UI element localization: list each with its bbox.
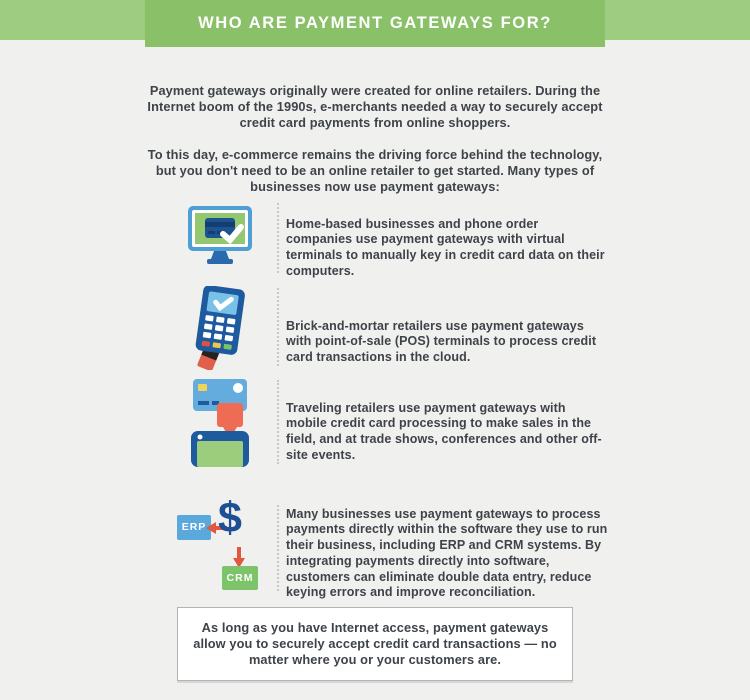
dotted-divider [277,380,279,464]
intro-paragraph-2: To this day, e-commerce remains the driving force behind the technology, but you don't need to be an online retailer to get started. Many types of businesses now use payment gateways: [147,146,603,194]
use-case-text: Home-based businesses and phone order companies use payment gateways with virtual terminals to manually key in credit card data on their computers. [286,216,605,278]
erp-badge: ERP [177,515,211,540]
virtual-terminal-icon [170,205,270,265]
pos-terminal-icon [170,286,270,370]
intro-paragraph-1: Payment gateways originally were created for online retailers. During the Internet boom of the 1990s, e-merchants needed a way to securely accept credit card payments from online shoppers. [147,82,603,130]
erp-crm-integration-icon [170,494,274,595]
use-case-text: Traveling retailers use payment gateways with mobile credit card processing to make sales in the field, and at trade shows, conferences and other off-site events. [286,400,602,462]
header-banner [145,0,605,47]
dotted-divider [277,203,279,273]
dotted-divider [277,505,279,591]
crm-badge: CRM [222,566,258,590]
footer-note-text: As long as you have Internet access, payment gateways allow you to securely accept credit card transactions — no matter where you or your customers are. [193,620,557,667]
use-case-text: Many businesses use payment gateways to process payments directly within the software they use to run their business, including ERP and CRM systems. By integrating payments directly into software, customers can eliminate double data entry, reduce keying errors and improve reconciliation. [286,506,608,600]
dotted-divider [277,288,279,366]
dollar-sign: $ [218,494,242,542]
footer-note-box [177,607,573,681]
page-title: WHO ARE PAYMENT GATEWAYS FOR? [198,14,552,32]
use-case-text: Brick-and-mortar retailers use payment gateways with point-of-sale (POS) terminals to process credit card transactions in the cloud. [286,318,597,365]
mobile-card-reader-icon [170,377,270,467]
